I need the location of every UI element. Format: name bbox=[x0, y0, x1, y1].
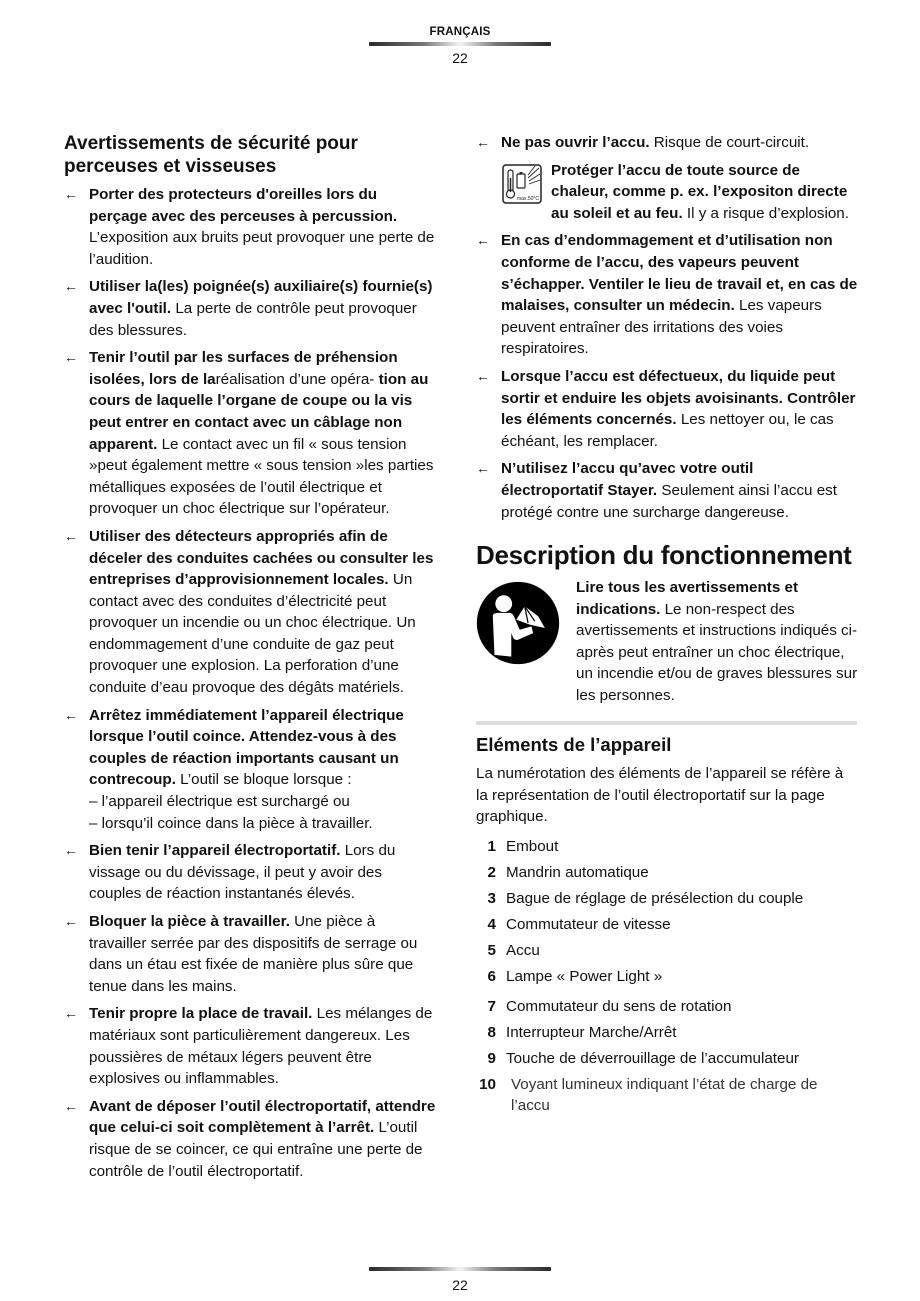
heat-warning-icon bbox=[502, 164, 542, 204]
warning-text: Une pièce à travailler serrée par des dispositifs de serrage ou dans un étau est fixée de manière plus sûre que tenue dans les mains. bbox=[89, 913, 418, 995]
notice-text: Le non-respect des avertissements et instructions indiqués ci-après peut entraîner un choc électrique, un incendie et/ou de graves blessures sur les personnes. bbox=[576, 600, 858, 705]
warning-bold: Bien tenir l’appareil électroportatif. bbox=[89, 842, 341, 860]
warning-text: L’outil risque de se coincer, ce qui entraîne une perte de contrôle de l’outil électroportatif. bbox=[89, 1119, 423, 1180]
section-title-description: Description du fonctionnement bbox=[476, 540, 852, 571]
warning-bold: Porter des protecteurs d'oreilles lors du perçage avec des perceuses à percussion. bbox=[89, 186, 398, 225]
arrow-left-icon: ← bbox=[64, 278, 78, 295]
warning-text: Les vapeurs peuvent entraîner des irritations des voies respiratoires. bbox=[501, 297, 822, 358]
warning-text: Les mélanges de matériaux sont particulièrement dangereux. Les poussières de métaux légers peuvent être explosives ou inflammables. bbox=[89, 1005, 433, 1088]
elements-title: Eléments de l’appareil bbox=[476, 734, 672, 756]
warning-bold: Lorsque l’accu est défectueux, du liquide peut sortir et enduire les objets avoisinants. Contrôler les éléments concernés. bbox=[501, 367, 856, 429]
warning-bold: Arrêtez immédiatement l’appareil électrique lorsque l’outil coince. Attendez-vous à des couples de réaction importants causant un contrecoup. bbox=[89, 706, 404, 789]
warning-text: L’outil se bloque lorsque : bbox=[175, 771, 352, 789]
arrow-left-icon: ← bbox=[476, 367, 490, 384]
list-item: 10 Voyant lumineux indiquant l’état de charge de l’accu bbox=[479, 1075, 818, 1114]
warning-item bbox=[476, 230, 858, 360]
elements-list bbox=[476, 836, 858, 1116]
warning-text: La perte de contrôle peut provoquer des blessures. bbox=[89, 299, 417, 339]
heat-warning-item bbox=[476, 160, 858, 225]
warning-text: L’exposition aux bruits peut provoquer une perte de l’audition. bbox=[89, 229, 435, 268]
page-header-language: FRANÇAIS bbox=[429, 26, 491, 38]
arrow-left-icon: ← bbox=[64, 706, 78, 723]
arrow-left-icon: ← bbox=[64, 1005, 78, 1022]
list-item: 6 Lampe « Power Light » bbox=[487, 967, 663, 985]
warning-bold: Avant de déposer l’outil électroportatif, attendre que celui-ci soit complètement à l’arrêt. bbox=[89, 1097, 436, 1137]
warning-text: réalisation d’une opéra- bbox=[215, 370, 375, 388]
footer-rule bbox=[369, 1267, 551, 1271]
arrow-left-icon: ← bbox=[476, 460, 490, 477]
warning-item bbox=[64, 347, 436, 520]
elements-intro: La numérotation des éléments de l’appareil se réfère à la représentation de l’outil électroportatif sur la page graphique. bbox=[476, 765, 844, 826]
warning-text: – lorsqu’il coince dans la pièce à travailler. bbox=[89, 814, 373, 832]
warning-text: Le contact avec un fil « sous tension »peut également mettre « sous tension »les parties métalliques exposées de l’outil électrique et provoquer un choc électrique sur l’opérateur. bbox=[89, 435, 434, 518]
warning-item bbox=[64, 1096, 436, 1182]
warning-bold: N’utilisez l’accu qu’avec votre outil électroportatif Stayer. bbox=[501, 460, 754, 499]
header-rule bbox=[369, 42, 551, 46]
notice-bold: Lire tous les avertissements et indications. bbox=[576, 579, 799, 618]
arrow-left-icon: ← bbox=[64, 349, 78, 366]
warning-item bbox=[64, 184, 436, 270]
read-instructions-notice bbox=[476, 577, 858, 707]
arrow-left-icon: ← bbox=[476, 134, 490, 150]
warning-item bbox=[64, 840, 436, 905]
list-item: 3 Bague de réglage de présélection du couple bbox=[487, 889, 804, 907]
warning-item bbox=[64, 276, 436, 341]
warning-bold: Protéger l’accu de toute source de chaleur, comme p. ex. l’expositon directe au soleil et au feu. bbox=[551, 161, 848, 222]
arrow-left-icon: ← bbox=[64, 913, 78, 929]
warning-item bbox=[476, 366, 858, 452]
warning-item bbox=[64, 1003, 436, 1089]
warning-text: Les nettoyer ou, le cas échéant, les remplacer. bbox=[501, 411, 834, 450]
left-column bbox=[64, 132, 436, 1188]
warning-text: Il y a risque d’explosion. bbox=[682, 204, 849, 222]
arrow-left-icon: ← bbox=[64, 1097, 78, 1114]
list-item: 2 Mandrin automatique bbox=[487, 863, 649, 881]
list-item: 8 Interrupteur Marche/Arrêt bbox=[487, 1023, 677, 1041]
right-column bbox=[476, 132, 858, 1121]
warning-text: Lors du vissage ou du dévissage, il peut y avoir des couples de réaction instantanés élevés. bbox=[89, 842, 396, 903]
warning-item bbox=[476, 132, 858, 154]
list-item: 9 Touche de déverrouillage de l’accumulateur bbox=[487, 1049, 799, 1067]
warning-text: – l’appareil électrique est surchargé ou bbox=[89, 793, 350, 811]
warning-bold: Ne pas ouvrir l’accu. bbox=[501, 134, 650, 151]
header-page-number: 22 bbox=[452, 50, 468, 66]
warning-item bbox=[64, 705, 436, 835]
list-item: 5 Accu bbox=[487, 941, 540, 959]
warning-text: Risque de court-circuit. bbox=[649, 134, 810, 151]
arrow-left-icon: ← bbox=[476, 232, 490, 249]
warning-item bbox=[476, 458, 858, 523]
svg-text:max.50°C: max.50°C bbox=[517, 195, 540, 202]
section-divider bbox=[476, 721, 857, 725]
warning-bold: tion au cours de laquelle l’organe de coupe ou la vis peut entrer en contact avec un câblage non apparent. bbox=[89, 370, 429, 453]
warning-item bbox=[64, 911, 436, 997]
warning-bold: Utiliser des détecteurs appropriés afin de déceler des conduites cachées ou consulter les entreprises d’approvisionnement locales. bbox=[89, 527, 434, 589]
list-item: 4 Commutateur de vitesse bbox=[487, 915, 671, 933]
footer-page-number: 22 bbox=[452, 1277, 468, 1293]
warning-bold: Tenir propre la place de travail. bbox=[89, 1005, 313, 1023]
warning-text: Seulement ainsi l’accu est protégé contre une surcharge dangereuse. bbox=[501, 481, 837, 521]
warning-bold: En cas d’endommagement et d’utilisation non conforme de l’accu, des vapeurs peuvent s’échapper. Ventiler le lieu de travail et, en cas de malaises, consulter un médecin. bbox=[501, 232, 858, 315]
warning-bold: Bloquer la pièce à travailler. bbox=[89, 913, 290, 930]
warning-bold: Utiliser la(les) poignée(s) auxiliaire(s) fournie(s) avec l'outil. bbox=[89, 278, 433, 317]
warning-item bbox=[64, 526, 436, 699]
warning-bold: Tenir l’outil par les surfaces de préhension isolées, lors de la bbox=[89, 349, 398, 388]
list-item: 1 Embout bbox=[487, 837, 559, 855]
arrow-left-icon: ← bbox=[64, 186, 78, 202]
warning-text: Un contact avec des conduites d’électricité peut provoquer un incendie ou un choc électrique. Un endommagement d’une conduite de gaz peut provoquer une explosion. La perforation d’une conduite d’eau provoque des dégâts matériels. bbox=[89, 571, 416, 697]
arrow-left-icon: ← bbox=[64, 842, 78, 859]
list-item: 7 Commutateur du sens de rotation bbox=[487, 997, 732, 1015]
arrow-left-icon: ← bbox=[64, 527, 78, 544]
safety-section-title: Avertissements de sécurité pour perceuses et visseuses bbox=[64, 133, 358, 177]
read-manual-icon bbox=[476, 581, 560, 665]
